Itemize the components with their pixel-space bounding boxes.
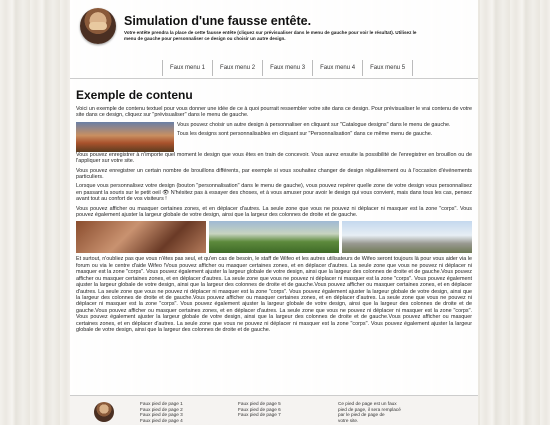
footer-column-1: [140, 401, 183, 423]
nav-divider: [70, 78, 478, 79]
nav-item-5[interactable]: Faux menu 5: [362, 60, 413, 76]
village-image: [342, 221, 472, 253]
site-description: Votre entête prendra la place de cette fausse entête (cliquez sur prévisualiser dans le menu de gauche pour voir le résultat). Utilisez le menu de gauche pour personnaliser ce design ou choisir un autre design.: [124, 30, 417, 41]
nav-item-4[interactable]: Faux menu 4: [312, 60, 362, 76]
main-content: [76, 88, 472, 336]
move-paragraph: Vous pouvez afficher ou masquer certaines zones, et en déplacer d'autres. La seule zone que vous ne pouvez ni déplacer ni masquer est la zone "corps". Vous pouvez également ajuster la largeur globale de votre design, ainsi que la largeur des colonnes de droite et de gauche.: [76, 205, 472, 219]
image-text-row: [76, 122, 472, 152]
main-nav: [162, 60, 413, 76]
site-logo[interactable]: [80, 8, 116, 44]
footer-link[interactable]: Faux pied de page 2: [140, 406, 183, 412]
side-paragraph-2: Tous les designs sont personnalisables en cliquant sur "Personnalisation" dans ce même menu de gauche.: [177, 131, 433, 138]
save-paragraph: Vous pouvez enregistrer à n'importe quel moment le design que vous êtes en train de concevoir. Vous aurez ensuite la possibilité de l'enregistrer en brouillon ou de l'appliquer sur votre site.: [76, 151, 472, 165]
desert-image: [76, 122, 174, 152]
footer-link[interactable]: Faux pied de page 4: [140, 417, 183, 423]
footer-link[interactable]: Faux pied de page 7: [238, 412, 281, 417]
footer-link[interactable]: Faux pied de page 1: [140, 401, 183, 406]
long-paragraph: Et surtout, n'oubliez pas que vous n'êtes pas seul, et qu'en cas de besoin, le staff de Wifeo et les autres utilisateurs de Wifeo seront toujours là pour vous aider via le forum ou via le centre d'aide Wifeo !Vous pouvez afficher ou masquer certaines zones, et en déplacer d'autres. La seule zone que vous ne pouvez ni déplacer ni masquer est la zone "corps". Vous pouvez également ajuster la largeur globale de votre design, ainsi que la largeur des colonnes de droite et de gauche.Vous pouvez afficher ou masquer certaines zones, et en déplacer d'autres. La seule zone que vous ne pouvez ni déplacer ni masquer est la zone "corps". Vous pouvez également ajuster la largeur globale de votre design, ainsi que la largeur des colonnes de droite et de gauche.Vous pouvez afficher ou masquer certaines zones, et en déplacer d'autres. La seule zone que vous ne pouvez ni déplacer ni masquer est la zone "corps". Vous pouvez également ajuster la largeur globale de votre design, ainsi que la largeur des colonnes de droite et de gauche.Vous pouvez afficher ou masquer certaines zones, et en déplacer d'autres. La seule zone que vous ne pouvez ni déplacer ni masquer est la zone "corps". Vous pouvez également ajuster la largeur globale de votre design, ainsi que la largeur des colonnes de droite et de gauche.Vous pouvez afficher ou masquer certaines zones, et en déplacer d'autres. La seule zone que vous ne pouvez ni déplacer ni masquer est la zone "corps". Vous pouvez également ajuster la largeur globale de votre design, ainsi que la largeur des colonnes de droite et de gauche.Vous pouvez afficher ou masquer certaines zones, et en déplacer d'autres. La seule zone que vous ne pouvez ni déplacer ni masquer est la zone "corps". Vous pouvez également ajuster la largeur globale de votre design, ainsi que la largeur des colonnes de droite et de gauche.: [76, 256, 472, 333]
footer-link[interactable]: Faux pied de page 3: [140, 412, 183, 417]
nav-item-2[interactable]: Faux menu 2: [212, 60, 262, 76]
save-paragraph-2: Vous pouvez enregistrer un certain nombre de brouillons différents, par exemple si vous souhaitez changer de design régulièrement ou à l'occasion d'événements particuliers.: [76, 167, 472, 181]
landscape-image: [209, 221, 339, 253]
footer-link[interactable]: Faux pied de page 5: [238, 401, 281, 406]
side-paragraph-1: Vous pouvez choisir un autre design à personnaliser en cliquant sur "Catalogue designs" dans le menu de gauche.: [177, 121, 451, 128]
footer-link[interactable]: Faux pied de page 6: [238, 406, 281, 412]
footer-note: Ce pied de page est un faux pied de page, il sera remplacé par le pied de page de votre site.: [338, 401, 401, 423]
header: [70, 0, 478, 58]
page-container: [70, 0, 478, 424]
nav-item-1[interactable]: Faux menu 1: [162, 60, 212, 76]
customize-paragraph: Lorsque vous personnalisez votre design (bouton "personnalisation" dans le menu de gauche), vous pouvez repérer quelle zone de votre design vous personnalisez en passant la souris sur le petit oeil 👁 N'hésitez pas à essayer des choses, et à vous amuser pour avoir le design qui vous convient, mais dans tous les cas, pensez avant tout au confort de vos visiteurs !: [76, 183, 472, 203]
site-title: Simulation d'une fausse entête.: [124, 14, 312, 28]
people-image: [76, 221, 206, 253]
footer: [70, 395, 478, 425]
footer-logo: [94, 402, 114, 422]
intro-paragraph: Voici un exemple de contenu textuel pour vous donner une idée de ce à quoi pourrait ressembler votre site dans ce design. Pour prévisualiser le vrai contenu de votre site dans ce design, cliquez sur "prévisualiser" dans le menu de gauche.: [76, 106, 472, 119]
image-strip: [76, 221, 472, 253]
footer-column-2: [238, 401, 281, 418]
nav-item-3[interactable]: Faux menu 3: [262, 60, 312, 76]
content-heading: Exemple de contenu: [76, 88, 193, 102]
